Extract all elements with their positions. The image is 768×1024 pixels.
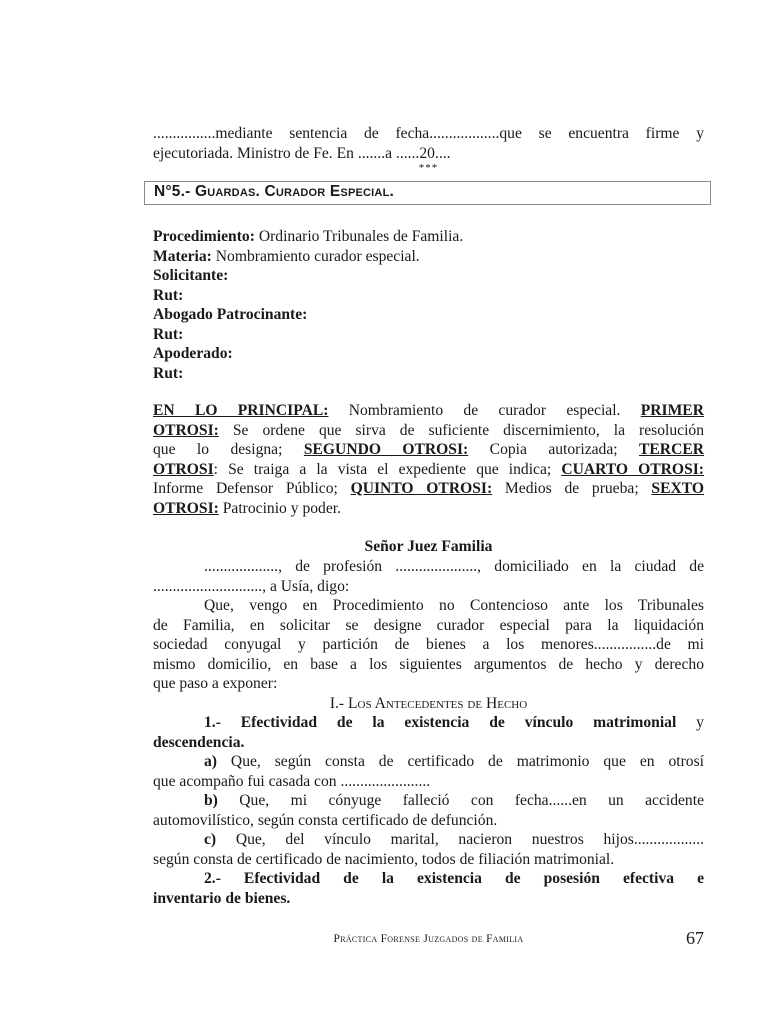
summary-line-3	[153, 440, 704, 460]
field-label: Materia:	[153, 247, 212, 265]
item-c-text: Que, del vínculo marital, nacieron nuestros hijos..................	[216, 831, 704, 848]
summary-text: Informe Defensor Público;	[153, 480, 351, 497]
field-procedimiento	[153, 227, 704, 247]
item-a-line-2: que acompaño fui casada con .......................	[153, 772, 431, 790]
field-rut-abogado	[153, 325, 704, 345]
field-solicitante	[153, 266, 704, 286]
summary-text: Medios de prueba;	[492, 480, 652, 497]
field-label: Rut:	[153, 325, 184, 343]
item-a-label: a)	[204, 753, 217, 770]
item-2-line-2: inventario de bienes.	[153, 889, 291, 907]
quinto-otrosi-label: QUINTO OTROSI:	[350, 480, 493, 497]
item-a-line-1	[153, 752, 704, 772]
field-apoderado	[153, 344, 704, 364]
paragraph-1-line-4: mismo domicilio, en base a los siguientes argumentos de hecho y derecho	[153, 655, 704, 673]
item-2-line-1: 2.- Efectividad de la existencia de posesión efectiva e	[204, 870, 704, 887]
summary-line-4	[153, 460, 704, 480]
body-block	[153, 557, 704, 908]
summary-text: que lo designa;	[153, 441, 304, 458]
summary-text: Se ordene que sirva de suficiente discernimiento, la resolución	[218, 421, 704, 439]
field-value: Nombramiento curador especial.	[211, 247, 420, 265]
sexto-otrosi-label: OTROSI:	[153, 499, 219, 517]
primer-otrosi-label: OTROSI:	[153, 421, 219, 439]
continuation-line-1: ................mediante sentencia de fecha..................que se encuentra firme y	[153, 125, 704, 142]
tercer-otrosi-label: OTROSI	[153, 460, 214, 478]
section-heading-hechos: I.- Los Antecedentes de Hecho	[329, 694, 528, 712]
summary-text: Nombramiento de curador especial.	[328, 402, 641, 419]
item-a-text: Que, según consta de certificado de matrimonio que en otrosí	[217, 753, 704, 770]
item-c-line-2: según consta de certificado de nacimiento, todos de filiación matrimonial.	[153, 850, 615, 868]
principal-label: EN LO PRINCIPAL:	[153, 402, 329, 419]
intro-line-1: ..................., de profesión ....................., domiciliado en la ciudad de	[204, 558, 704, 575]
field-label: Rut:	[153, 364, 184, 382]
header-fields	[153, 227, 704, 383]
summary-line-6	[153, 499, 704, 519]
field-label: Rut:	[153, 286, 184, 304]
paragraph-1-line-5: que paso a exponer:	[153, 675, 278, 692]
field-label: Solicitante:	[153, 267, 229, 284]
cuarto-otrosi-label: CUARTO OTROSI:	[561, 460, 704, 478]
summary-line-1	[153, 401, 704, 421]
field-label: Apoderado:	[153, 345, 233, 362]
summary-line-2	[153, 421, 704, 441]
summary-text: Copia autorizada;	[468, 441, 639, 458]
intro-line-2: ............................, a Usía, digo:	[153, 577, 350, 595]
summary-block	[153, 401, 704, 518]
item-b-line-2: automovilístico, según consta certificado de defunción.	[153, 811, 498, 829]
paragraph-1-line-1: Que, vengo en Procedimiento no Contencioso ante los Tribunales	[204, 597, 704, 614]
section-heading: N°5.- Guardas. Curador Especial.	[154, 183, 395, 200]
item-1-heading: 1.- Efectividad de la existencia de vínculo matrimonial	[204, 714, 677, 731]
item-b-label: b)	[204, 792, 218, 809]
tercer-otrosi-label: TERCER	[639, 441, 704, 458]
item-c-line-1	[153, 830, 704, 850]
page-number: 67	[686, 928, 704, 948]
sexto-otrosi-label: SEXTO	[651, 480, 704, 497]
summary-line-5	[153, 479, 704, 499]
field-materia	[153, 247, 704, 267]
field-rut-apoderado	[153, 364, 704, 384]
field-label: Abogado Patrocinante:	[153, 306, 308, 323]
section-heading-box	[144, 181, 711, 205]
paragraph-1-line-2: de Familia, en solicitar se designe curador especial para la liquidación	[153, 616, 704, 634]
item-c-label: c)	[204, 831, 217, 848]
continuation-line-2: ejecutoriada. Ministro de Fe. En .......a ......20....	[153, 145, 451, 162]
field-rut-solicitante	[153, 286, 704, 306]
item-1-line-2: descendencia.	[153, 733, 245, 751]
field-value: Ordinario Tribunales de Familia.	[254, 228, 464, 245]
separator-stars: ***	[418, 162, 439, 174]
item-1-tail: y	[676, 714, 704, 731]
field-label: Procedimiento:	[153, 228, 255, 245]
item-b-text: Que, mi cónyuge falleció con fecha......en un accidente	[217, 792, 704, 809]
footer-title: Práctica Forense Juzgados de Familia	[333, 933, 524, 945]
addressee: Señor Juez Familia	[364, 538, 493, 555]
primer-otrosi-label: PRIMER	[640, 402, 704, 419]
field-abogado	[153, 305, 704, 325]
item-b-line-1	[153, 791, 704, 811]
paragraph-1-line-3: sociedad conyugal y partición de bienes a los menores................de mi	[153, 636, 704, 653]
segundo-otrosi-label: SEGUNDO OTROSI:	[303, 441, 469, 458]
summary-text: Patrocinio y poder.	[218, 499, 341, 517]
summary-text: : Se traiga a la vista el expediente que indica;	[213, 460, 562, 478]
item-1-line-1	[153, 713, 704, 733]
